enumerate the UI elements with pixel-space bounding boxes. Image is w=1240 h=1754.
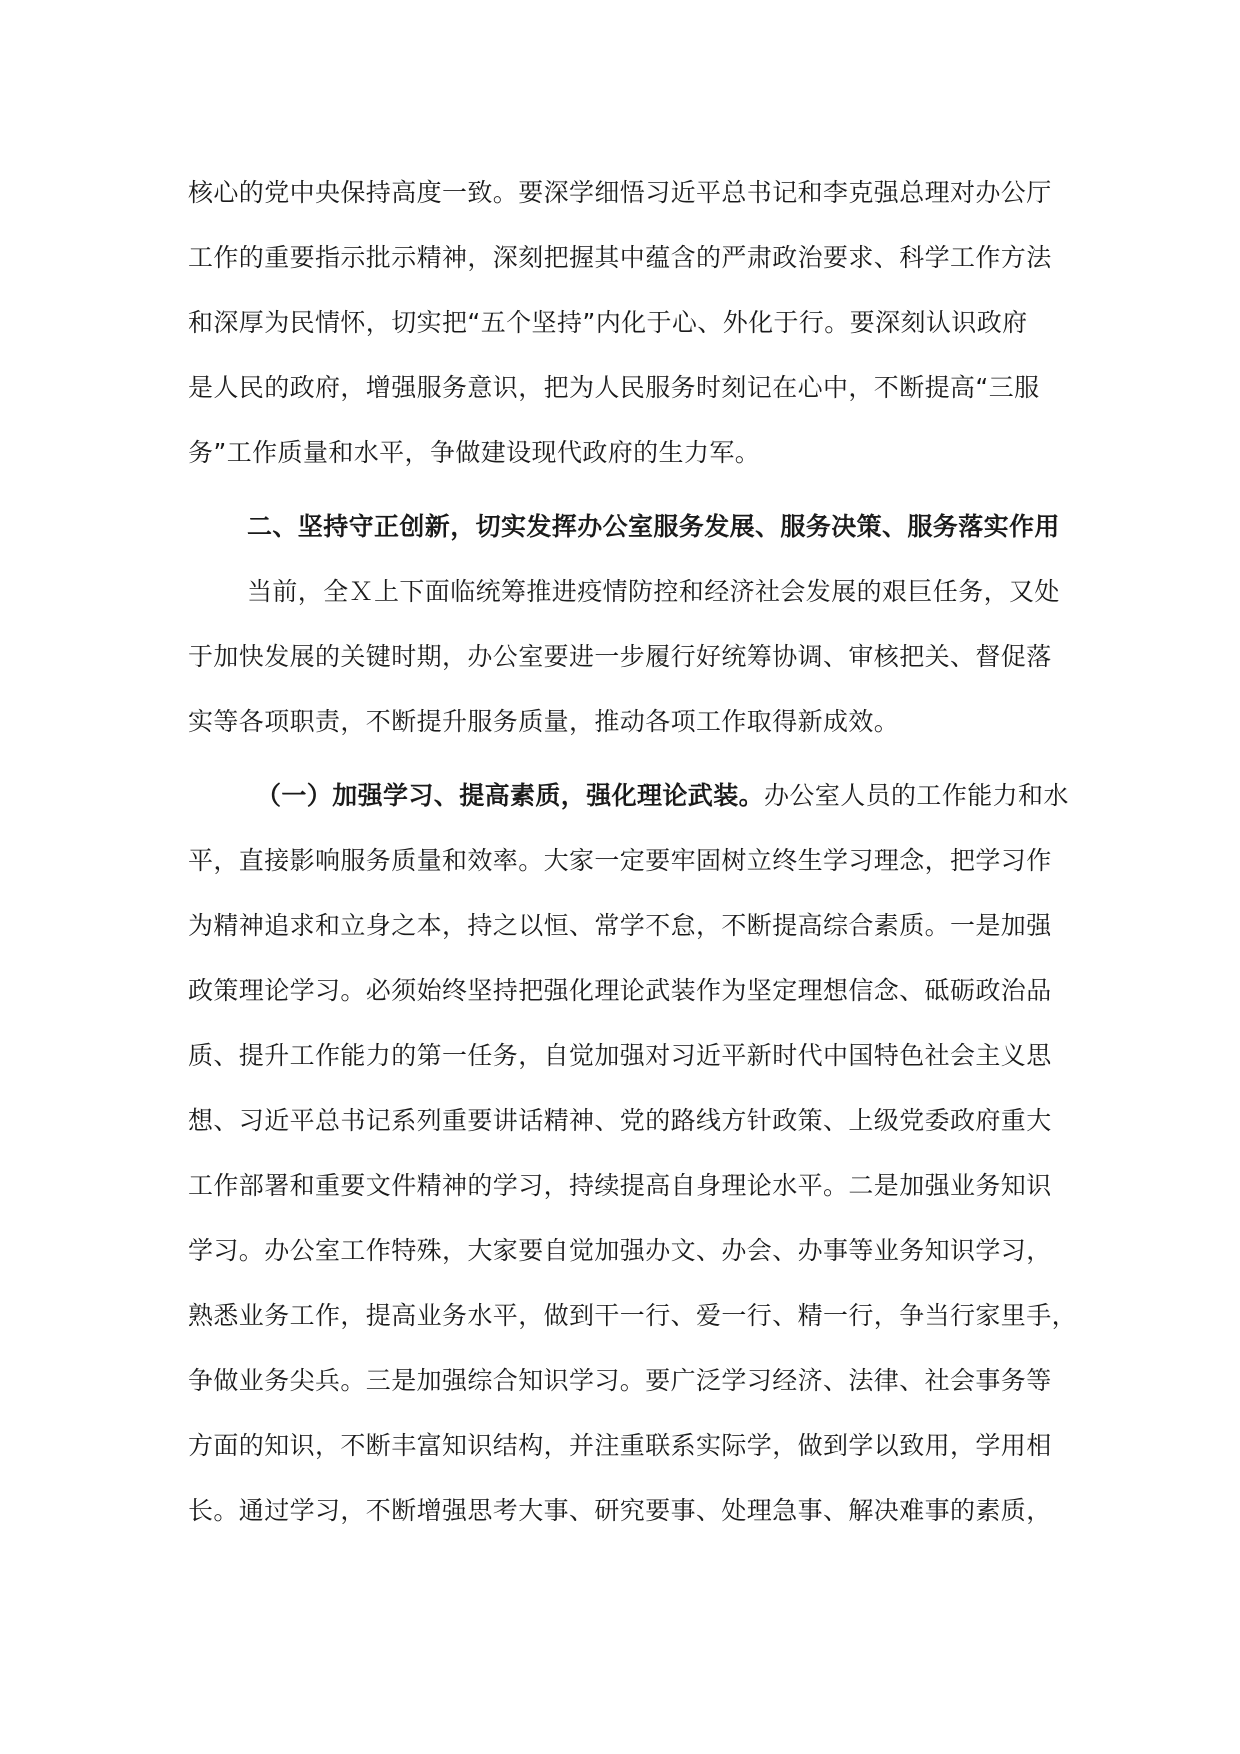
text-line: 于加快发展的关键时期，办公室要进一步履行好统筹协调、审核把关、督促落 bbox=[188, 642, 1052, 671]
text-line: 争做业务尖兵。三是加强综合知识学习。要广泛学习经济、法律、社会事务等 bbox=[188, 1366, 1052, 1395]
text-line: 务”工作质量和水平，争做建设现代政府的生力军。 bbox=[188, 438, 761, 467]
paragraph-2 bbox=[188, 559, 1068, 754]
section-heading-2: 二、坚持守正创新，切实发挥办公室服务发展、服务决策、服务落实作用 bbox=[247, 512, 1060, 541]
document-page bbox=[188, 160, 1078, 1543]
text-line: 方面的知识，不断丰富知识结构，并注重联系实际学，做到学以致用，学用相 bbox=[188, 1431, 1052, 1460]
text-line bbox=[188, 763, 1068, 828]
text-line: 核心的党中央保持高度一致。要深学细悟习近平总书记和李克强总理对办公厅 bbox=[188, 178, 1052, 207]
text-span: 办公室人员的工作能力和水 bbox=[764, 781, 1069, 810]
text-line: 质、提升工作能力的第一任务，自觉加强对习近平新时代中国特色社会主义思 bbox=[188, 1041, 1052, 1070]
subsection-heading-1: （一）加强学习、提高素质，强化理论武装。 bbox=[256, 781, 765, 810]
text-line: 实等各项职责，不断提升服务质量，推动各项工作取得新成效。 bbox=[188, 707, 900, 736]
text-line: 学习。办公室工作特殊，大家要自觉加强办文、办会、办事等业务知识学习， bbox=[188, 1236, 1052, 1265]
text-line: 当前，全Ｘ上下面临统筹推进疫情防控和经济社会发展的艰巨任务，又处 bbox=[247, 577, 1060, 606]
text-line: 想、习近平总书记系列重要讲话精神、党的路线方针政策、上级党委政府重大 bbox=[188, 1106, 1052, 1135]
text-line: 是人民的政府，增强服务意识，把为人民服务时刻记在心中，不断提高“三服 bbox=[188, 373, 1040, 402]
text-line: 工作的重要指示批示精神，深刻把握其中蕴含的严肃政治要求、科学工作方法 bbox=[188, 243, 1052, 272]
text-line: 长。通过学习，不断增强思考大事、研究要事、处理急事、解决难事的素质， bbox=[188, 1496, 1052, 1525]
text-line: 为精神追求和立身之本，持之以恒、常学不怠，不断提高综合素质。一是加强 bbox=[188, 911, 1052, 940]
text-line: 熟悉业务工作，提高业务水平，做到干一行、爱一行、精一行，争当行家里手， bbox=[188, 1301, 1078, 1330]
text-line: 平，直接影响服务质量和效率。大家一定要牢固树立终生学习理念，把学习作 bbox=[188, 846, 1052, 875]
text-line: 和深厚为民情怀，切实把“五个坚持”内化于心、外化于行。要深刻认识政府 bbox=[188, 308, 1028, 337]
paragraph-3 bbox=[188, 763, 1078, 1543]
text-line: 政策理论学习。必须始终坚持把强化理论武装作为坚定理想信念、砥砺政治品 bbox=[188, 976, 1052, 1005]
paragraph-1 bbox=[188, 160, 1068, 485]
text-line: 工作部署和重要文件精神的学习，持续提高自身理论水平。二是加强业务知识 bbox=[188, 1171, 1052, 1200]
